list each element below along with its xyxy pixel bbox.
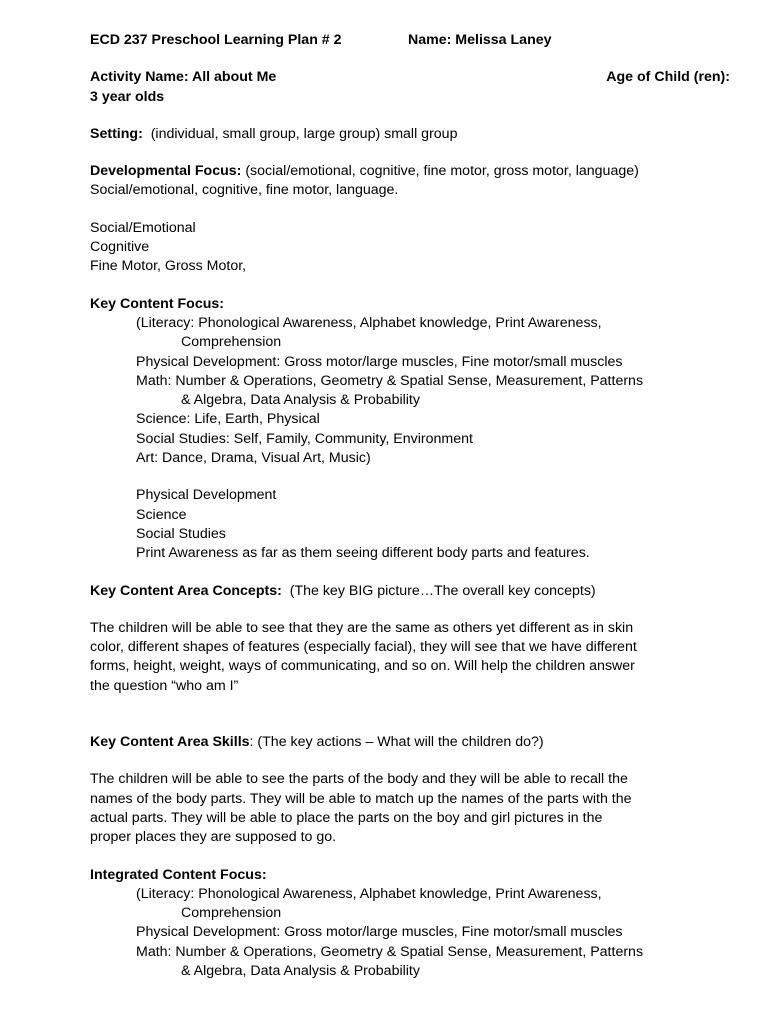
concepts-paragraph-line: color, different shapes of features (especially facial), they will see that we have different bbox=[90, 639, 637, 656]
key-content-focus-label: Key Content Focus: bbox=[90, 295, 224, 312]
concepts-label: Key Content Area Concepts: bbox=[90, 582, 282, 599]
key-content-area-skills-row bbox=[90, 733, 730, 752]
integrated-content-focus-label: Integrated Content Focus: bbox=[90, 866, 267, 883]
setting-label: Setting: bbox=[90, 125, 143, 142]
activity-name: Activity Name: All about Me bbox=[90, 69, 277, 86]
age-value: 3 year olds bbox=[90, 88, 165, 105]
developmental-list-item: Fine Motor, Gross Motor, bbox=[90, 258, 247, 275]
developmental-list-item: Social/Emotional bbox=[90, 219, 196, 236]
content-option: Math: Number & Operations, Geometry & Spatial Sense, Measurement, Patterns bbox=[136, 372, 644, 389]
concepts-paragraph-line: forms, height, weight, ways of communicating, and so on. Will help the children answer bbox=[90, 658, 635, 675]
skills-prompt: : (The key actions – What will the children do?) bbox=[249, 734, 544, 751]
header-row bbox=[90, 31, 730, 50]
concepts-prompt: (The key BIG picture…The overall key concepts) bbox=[289, 582, 596, 599]
content-option: Science: Life, Earth, Physical bbox=[136, 411, 320, 428]
content-answer: Science bbox=[136, 506, 187, 523]
age-label: Age of Child (ren): bbox=[606, 69, 730, 86]
developmental-focus-options: (social/emotional, cognitive, fine motor, gross motor, language) bbox=[245, 163, 639, 180]
integrated-option-cont: Comprehension bbox=[181, 905, 282, 922]
integrated-option: Math: Number & Operations, Geometry & Spatial Sense, Measurement, Patterns bbox=[136, 943, 644, 960]
concepts-paragraph-line: the question “who am I” bbox=[90, 677, 239, 694]
skills-paragraph-line: actual parts. They will be able to place the parts on the boy and girl pictures in the bbox=[90, 809, 603, 826]
developmental-focus-answer: Social/emotional, cognitive, fine motor, language. bbox=[90, 182, 399, 199]
content-option-cont: Comprehension bbox=[181, 334, 282, 351]
developmental-focus-label: Developmental Focus: bbox=[90, 163, 242, 180]
concepts-paragraph-line: The children will be able to see that they are the same as others yet different as in skin bbox=[90, 619, 634, 636]
content-option-cont: & Algebra, Data Analysis & Probability bbox=[181, 392, 420, 409]
content-answer: Social Studies bbox=[136, 525, 226, 542]
content-option: Art: Dance, Drama, Visual Art, Music) bbox=[136, 450, 371, 467]
setting-row bbox=[90, 125, 730, 144]
integrated-option: Physical Development: Gross motor/large muscles, Fine motor/small muscles bbox=[136, 924, 623, 941]
key-content-area-concepts-row bbox=[90, 582, 730, 601]
activity-row bbox=[90, 68, 730, 87]
content-answer: Print Awareness as far as them seeing different body parts and features. bbox=[136, 545, 590, 562]
document-page bbox=[90, 31, 730, 981]
integrated-option: (Literacy: Phonological Awareness, Alphabet knowledge, Print Awareness, bbox=[136, 885, 602, 902]
content-answer: Physical Development bbox=[136, 487, 277, 504]
skills-paragraph-line: proper places they are supposed to go. bbox=[90, 829, 337, 846]
skills-label: Key Content Area Skills bbox=[90, 734, 250, 751]
document-title: ECD 237 Preschool Learning Plan # 2 bbox=[90, 32, 342, 48]
integrated-option-cont: & Algebra, Data Analysis & Probability bbox=[181, 962, 420, 979]
skills-paragraph-line: The children will be able to see the parts of the body and they will be able to recall the bbox=[90, 771, 628, 788]
setting-text: (individual, small group, large group) small group bbox=[150, 125, 458, 142]
developmental-focus-row bbox=[90, 162, 730, 181]
skills-paragraph-line: names of the body parts. They will be able to match up the names of the parts with the bbox=[90, 790, 632, 807]
developmental-list-item: Cognitive bbox=[90, 239, 150, 256]
content-option: (Literacy: Phonological Awareness, Alphabet knowledge, Print Awareness, bbox=[136, 314, 602, 331]
content-option: Social Studies: Self, Family, Community, Environment bbox=[136, 430, 473, 447]
content-option: Physical Development: Gross motor/large muscles, Fine motor/small muscles bbox=[136, 353, 623, 370]
author-name: Name: Melissa Laney bbox=[408, 32, 552, 48]
